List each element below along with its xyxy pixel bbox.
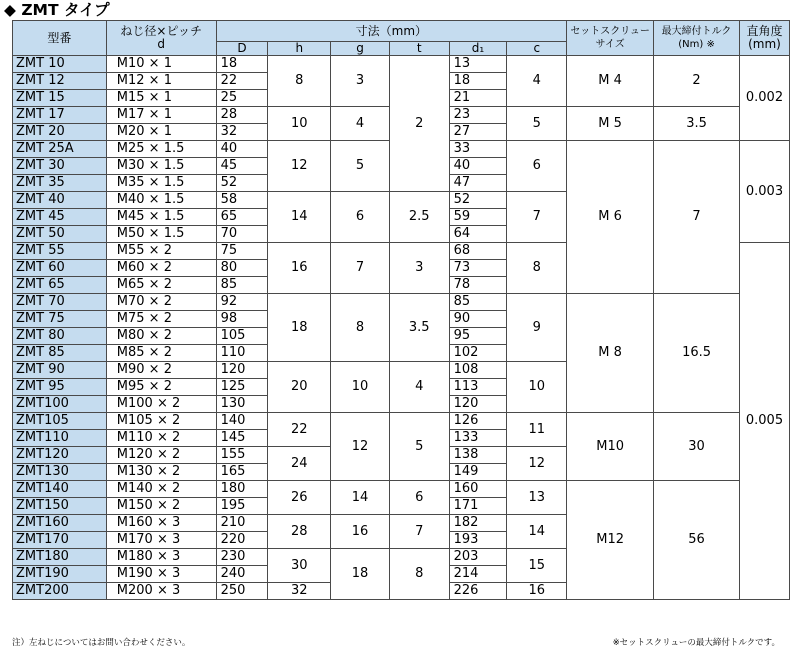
cell-h-group: 20 (268, 362, 331, 413)
cell-d1: 47 (449, 175, 507, 192)
cell-c-group: 8 (507, 243, 567, 294)
header-thread (106, 21, 216, 56)
header-D: D (216, 42, 268, 56)
table-row (13, 294, 790, 311)
cell-c-group: 11 (507, 413, 567, 447)
cell-model: ZMT190 (13, 566, 107, 583)
cell-g-group: 5 (331, 141, 390, 192)
cell-D: 210 (216, 515, 268, 532)
cell-model: ZMT 65 (13, 277, 107, 294)
cell-d1: 203 (449, 549, 507, 566)
cell-c-group: 13 (507, 481, 567, 515)
cell-D: 65 (216, 209, 268, 226)
table-row (13, 56, 790, 73)
cell-D: 22 (216, 73, 268, 90)
cell-D: 75 (216, 243, 268, 260)
cell-model: ZMT100 (13, 396, 107, 413)
cell-perp-group: 0.002 (739, 56, 789, 141)
cell-thread: M75 × 2 (106, 311, 216, 328)
header-dimensions: 寸法（mm） (216, 21, 567, 42)
cell-torque-group: 7 (654, 141, 740, 294)
header-torque-line2: (Nm) ※ (678, 39, 715, 50)
cell-model: ZMT150 (13, 498, 107, 515)
cell-c-group: 15 (507, 549, 567, 583)
cell-screw-group: M10 (567, 413, 654, 481)
header-model: 型番 (13, 21, 107, 56)
header-set-screw-line2: サイズ (595, 39, 625, 50)
cell-D: 120 (216, 362, 268, 379)
header-thread-line1: ねじ径×ピッチ (120, 24, 202, 38)
header-set-screw (567, 21, 654, 56)
cell-thread: M17 × 1 (106, 107, 216, 124)
cell-h-group: 8 (268, 56, 331, 107)
cell-d1: 95 (449, 328, 507, 345)
cell-thread: M60 × 2 (106, 260, 216, 277)
cell-torque-group: 16.5 (654, 294, 740, 413)
header-t: t (389, 42, 449, 56)
cell-model: ZMT170 (13, 532, 107, 549)
cell-thread: M50 × 1.5 (106, 226, 216, 243)
cell-D: 40 (216, 141, 268, 158)
cell-d1: 21 (449, 90, 507, 107)
cell-screw-group: M 5 (567, 107, 654, 141)
cell-model: ZMT200 (13, 583, 107, 600)
cell-model: ZMT105 (13, 413, 107, 430)
header-h: h (268, 42, 331, 56)
cell-torque-group: 2 (654, 56, 740, 107)
cell-D: 130 (216, 396, 268, 413)
cell-c-group: 4 (507, 56, 567, 107)
cell-d1: 133 (449, 430, 507, 447)
cell-thread: M90 × 2 (106, 362, 216, 379)
cell-t-group: 7 (389, 515, 449, 549)
cell-c-group: 10 (507, 362, 567, 413)
cell-d1: 102 (449, 345, 507, 362)
cell-t-group: 8 (389, 549, 449, 600)
cell-perp-group: 0.005 (739, 243, 789, 600)
cell-D: 98 (216, 311, 268, 328)
cell-model: ZMT 25A (13, 141, 107, 158)
cell-screw-group: M 4 (567, 56, 654, 107)
cell-D: 145 (216, 430, 268, 447)
cell-h-group: 26 (268, 481, 331, 515)
cell-D: 140 (216, 413, 268, 430)
cell-screw-group: M12 (567, 481, 654, 600)
cell-d1: 126 (449, 413, 507, 430)
cell-g-group: 8 (331, 294, 390, 362)
cell-D: 155 (216, 447, 268, 464)
cell-perp-group: 0.003 (739, 141, 789, 243)
cell-h-group: 16 (268, 243, 331, 294)
cell-model: ZMT 60 (13, 260, 107, 277)
table-row (13, 413, 790, 430)
cell-d1: 52 (449, 192, 507, 209)
cell-model: ZMT 45 (13, 209, 107, 226)
table-body (13, 56, 790, 600)
cell-D: 92 (216, 294, 268, 311)
cell-D: 110 (216, 345, 268, 362)
cell-model: ZMT 85 (13, 345, 107, 362)
cell-d1: 85 (449, 294, 507, 311)
cell-h-group: 28 (268, 515, 331, 549)
cell-D: 85 (216, 277, 268, 294)
cell-D: 18 (216, 56, 268, 73)
cell-g-group: 7 (331, 243, 390, 294)
cell-d1: 120 (449, 396, 507, 413)
cell-D: 80 (216, 260, 268, 277)
cell-thread: M95 × 2 (106, 379, 216, 396)
cell-d1: 73 (449, 260, 507, 277)
cell-d1: 226 (449, 583, 507, 600)
cell-t-group: 2 (389, 56, 449, 192)
cell-model: ZMT 50 (13, 226, 107, 243)
cell-D: 180 (216, 481, 268, 498)
cell-thread: M40 × 1.5 (106, 192, 216, 209)
cell-thread: M65 × 2 (106, 277, 216, 294)
cell-screw-group: M 8 (567, 294, 654, 413)
cell-c-group: 6 (507, 141, 567, 192)
cell-h-group: 22 (268, 413, 331, 447)
cell-thread: M170 × 3 (106, 532, 216, 549)
cell-g-group: 16 (331, 515, 390, 549)
cell-d1: 160 (449, 481, 507, 498)
cell-g-group: 14 (331, 481, 390, 515)
cell-thread: M200 × 3 (106, 583, 216, 600)
cell-d1: 78 (449, 277, 507, 294)
cell-model: ZMT 20 (13, 124, 107, 141)
cell-model: ZMT 40 (13, 192, 107, 209)
cell-d1: 64 (449, 226, 507, 243)
cell-D: 195 (216, 498, 268, 515)
cell-model: ZMT 90 (13, 362, 107, 379)
cell-d1: 214 (449, 566, 507, 583)
cell-d1: 193 (449, 532, 507, 549)
cell-d1: 113 (449, 379, 507, 396)
cell-thread: M150 × 2 (106, 498, 216, 515)
cell-thread: M55 × 2 (106, 243, 216, 260)
cell-model: ZMT 35 (13, 175, 107, 192)
cell-t-group: 4 (389, 362, 449, 413)
cell-t-group: 2.5 (389, 192, 449, 243)
cell-D: 105 (216, 328, 268, 345)
header-g: g (331, 42, 390, 56)
cell-d1: 171 (449, 498, 507, 515)
cell-d1: 182 (449, 515, 507, 532)
cell-d1: 108 (449, 362, 507, 379)
cell-d1: 68 (449, 243, 507, 260)
cell-model: ZMT 70 (13, 294, 107, 311)
cell-thread: M70 × 2 (106, 294, 216, 311)
header-c: c (507, 42, 567, 56)
cell-model: ZMT 95 (13, 379, 107, 396)
cell-h-group: 14 (268, 192, 331, 243)
cell-c-group: 5 (507, 107, 567, 141)
cell-t-group: 3 (389, 243, 449, 294)
cell-thread: M100 × 2 (106, 396, 216, 413)
cell-thread: M110 × 2 (106, 430, 216, 447)
cell-D: 240 (216, 566, 268, 583)
cell-model: ZMT 75 (13, 311, 107, 328)
spec-table (12, 20, 790, 600)
header-set-screw-line1: セットスクリュー (570, 26, 650, 37)
header-d1: d₁ (449, 42, 507, 56)
cell-D: 220 (216, 532, 268, 549)
cell-model: ZMT 30 (13, 158, 107, 175)
table-row (13, 481, 790, 498)
cell-torque-group: 30 (654, 413, 740, 481)
cell-thread: M80 × 2 (106, 328, 216, 345)
cell-d1: 59 (449, 209, 507, 226)
cell-c-group: 16 (507, 583, 567, 600)
cell-thread: M30 × 1.5 (106, 158, 216, 175)
cell-g-group: 12 (331, 413, 390, 481)
cell-h-group: 12 (268, 141, 331, 192)
cell-D: 230 (216, 549, 268, 566)
cell-h-group: 24 (268, 447, 331, 481)
cell-thread: M10 × 1 (106, 56, 216, 73)
cell-d1: 40 (449, 158, 507, 175)
cell-thread: M190 × 3 (106, 566, 216, 583)
header-torque (654, 21, 740, 56)
cell-D: 45 (216, 158, 268, 175)
cell-thread: M12 × 1 (106, 73, 216, 90)
cell-c-group: 14 (507, 515, 567, 549)
cell-d1: 90 (449, 311, 507, 328)
cell-thread: M120 × 2 (106, 447, 216, 464)
cell-thread: M180 × 3 (106, 549, 216, 566)
cell-model: ZMT160 (13, 515, 107, 532)
cell-g-group: 18 (331, 549, 390, 600)
cell-model: ZMT180 (13, 549, 107, 566)
cell-h-group: 18 (268, 294, 331, 362)
cell-thread: M15 × 1 (106, 90, 216, 107)
cell-model: ZMT130 (13, 464, 107, 481)
cell-D: 58 (216, 192, 268, 209)
header-perpendicularity-line1: 直角度 (746, 24, 783, 38)
cell-d1: 23 (449, 107, 507, 124)
cell-thread: M20 × 1 (106, 124, 216, 141)
cell-D: 25 (216, 90, 268, 107)
header-perpendicularity-line2: (mm) (748, 37, 781, 51)
cell-thread: M45 × 1.5 (106, 209, 216, 226)
cell-model: ZMT120 (13, 447, 107, 464)
cell-h-group: 32 (268, 583, 331, 600)
note-left-hand-thread: 注）左ねじについてはお問い合わせください。 (12, 638, 191, 648)
cell-model: ZMT140 (13, 481, 107, 498)
cell-torque-group: 56 (654, 481, 740, 600)
cell-g-group: 6 (331, 192, 390, 243)
cell-thread: M35 × 1.5 (106, 175, 216, 192)
cell-model: ZMT 80 (13, 328, 107, 345)
cell-model: ZMT 10 (13, 56, 107, 73)
cell-model: ZMT 17 (13, 107, 107, 124)
cell-D: 70 (216, 226, 268, 243)
cell-g-group: 3 (331, 56, 390, 107)
cell-model: ZMT 12 (13, 73, 107, 90)
cell-d1: 13 (449, 56, 507, 73)
cell-h-group: 10 (268, 107, 331, 141)
cell-D: 28 (216, 107, 268, 124)
header-torque-line1: 最大締付トルク (661, 26, 732, 37)
cell-g-group: 10 (331, 362, 390, 413)
page-title: ◆ ZMT タイプ (4, 1, 110, 19)
cell-thread: M130 × 2 (106, 464, 216, 481)
cell-c-group: 12 (507, 447, 567, 481)
cell-thread: M140 × 2 (106, 481, 216, 498)
header-perpendicularity (739, 21, 789, 56)
cell-thread: M85 × 2 (106, 345, 216, 362)
cell-D: 125 (216, 379, 268, 396)
cell-h-group: 30 (268, 549, 331, 583)
cell-c-group: 7 (507, 192, 567, 243)
cell-thread: M25 × 1.5 (106, 141, 216, 158)
cell-t-group: 6 (389, 481, 449, 515)
cell-D: 250 (216, 583, 268, 600)
cell-model: ZMT 55 (13, 243, 107, 260)
cell-torque-group: 3.5 (654, 107, 740, 141)
cell-thread: M160 × 3 (106, 515, 216, 532)
cell-screw-group: M 6 (567, 141, 654, 294)
cell-model: ZMT110 (13, 430, 107, 447)
cell-D: 32 (216, 124, 268, 141)
cell-D: 52 (216, 175, 268, 192)
cell-c-group: 9 (507, 294, 567, 362)
cell-model: ZMT 15 (13, 90, 107, 107)
cell-D: 165 (216, 464, 268, 481)
cell-d1: 33 (449, 141, 507, 158)
cell-d1: 27 (449, 124, 507, 141)
header-thread-line2: d (157, 37, 165, 51)
cell-g-group: 4 (331, 107, 390, 141)
cell-thread: M105 × 2 (106, 413, 216, 430)
cell-d1: 138 (449, 447, 507, 464)
note-torque: ※セットスクリューの最大締付トルクです。 (612, 638, 780, 648)
cell-d1: 18 (449, 73, 507, 90)
cell-t-group: 3.5 (389, 294, 449, 362)
cell-t-group: 5 (389, 413, 449, 481)
cell-d1: 149 (449, 464, 507, 481)
